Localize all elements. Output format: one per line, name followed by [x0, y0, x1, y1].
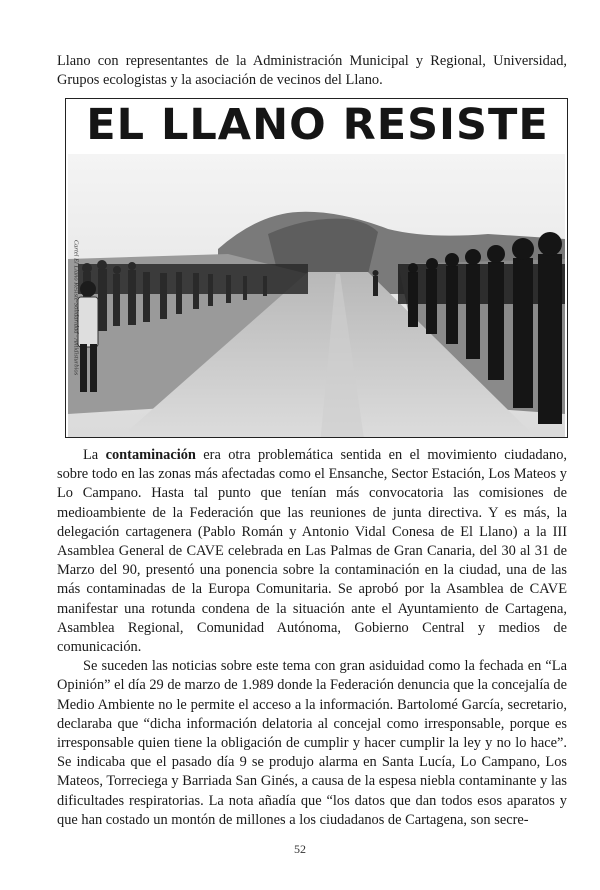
intro-paragraph: [57, 52, 567, 90]
protest-photo: [68, 154, 565, 438]
photo-credit: Cartel El Llano Resiste-Solidaridad · Antidisturbios: [72, 239, 80, 376]
paragraph-lead: La: [83, 447, 106, 463]
keyword-contaminacion: contaminación: [105, 447, 196, 463]
paragraph-noticias: Se suceden las noticias sobre este tema con gran asiduidad como la fechada en “La Opinión” el día 29 de marzo de 1.989 donde la Federación denuncia que la concejalía de Medio Ambiente no le permite el acceso a la información. Bartolomé García, secretario, declaraba que “dicha información delatoria al concejal como irresponsable, porque es irresponsable quien tiene la obligación de cumplir y hacer cumplir la ley y no lo hace”. Se indicaba que el pasado día 9 se produjo alarma en Santa Lucía, Lo Campano, Los Mateos, Torreciega y Barriada San Ginés, a causa de la espesa niebla contaminante y las dificultades respiratorias. La nota añadía que “los datos que dan todos esos aparatos y que han costado un montón de millones a los ciudadanos de Cartagena, son secre-: [57, 658, 567, 828]
body-text: [57, 446, 567, 830]
poster-image: [65, 98, 568, 438]
paragraph-contaminacion: [57, 446, 567, 657]
poster-headline: EL LLANO RESISTE: [86, 100, 549, 150]
paragraph-rest: era otra problemática sentida en el movimiento ciudadano, sobre todo en las zonas más afectadas como el Ensanche, Sector Estación, Los Mateos y Lo Campano. Hasta tal punto que tenían más convocatoria las comisiones de medioambiente de la Federación que las reuniones de junta directiva. Y es más, la delegación cartagenera (Pablo Román y Antonio Vidal Conesa de El Llano) a la III Asamblea General de CAVE celebrada en Las Palmas de Gran Canaria, del 30 al 31 de Marzo del 90, presentó una ponencia sobre la contaminación en la ciudad, una de las más contaminadas de la Europa Comunitaria. Se aprobó por la Asamblea de CAVE manifestar una rotunda condena de la situación ante el Ayuntamiento de Cartagena, Asamblea Regional, Comunidad Autónoma, Gobierno Central y medios de comunicación.: [57, 447, 567, 656]
page-number: 52: [294, 842, 306, 856]
intro-text: Llano con representantes de la Administración Municipal y Regional, Universidad, Grupos ecologistas y la asociación de vecinos del Llano.: [57, 53, 567, 89]
